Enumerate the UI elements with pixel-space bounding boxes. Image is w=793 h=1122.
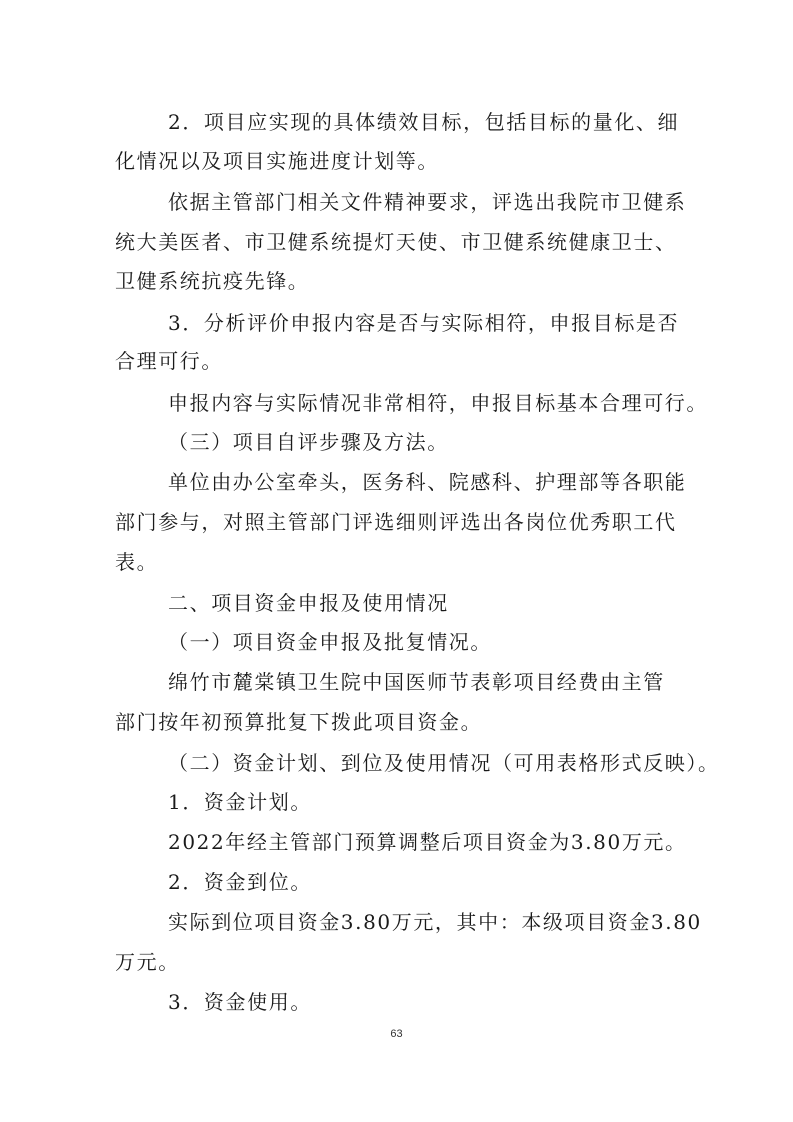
text-line: 3．分析评价申报内容是否与实际相符，申报目标是否 <box>168 311 680 335</box>
text-line: 绵竹市麓棠镇卫生院中国医师节表彰项目经费由主管 <box>168 670 665 694</box>
text-line: 表。 <box>115 550 159 574</box>
text-line: 统大美医者、市卫健系统提灯天使、市卫健系统健康卫士、 <box>115 230 677 254</box>
text-line: 2．项目应实现的具体绩效目标，包括目标的量化、细 <box>168 110 680 134</box>
text-line: 依据主管部门相关文件精神要求，评选出我院市卫健系 <box>168 190 687 214</box>
text-line: 2．资金到位。 <box>168 870 312 894</box>
text-line: 2022年经主管部门预算调整后项目资金为3.80万元。 <box>168 830 687 854</box>
text-line: 合理可行。 <box>115 349 223 373</box>
section-heading: 二、项目资金申报及使用情况 <box>168 591 449 615</box>
section-heading: （二）资金计划、到位及使用情况（可用表格形式反映）。 <box>168 751 720 775</box>
text-line: 单位由办公室牵头，医务科、院感科、护理部等各职能 <box>168 470 687 494</box>
text-line: 卫健系统抗疫先锋。 <box>115 269 310 293</box>
text-line: 万元。 <box>115 950 180 974</box>
text-line: 实际到位项目资金3.80万元，其中：本级项目资金3.80 <box>168 910 702 934</box>
text-line: 申报内容与实际情况非常相符，申报目标基本合理可行。 <box>168 391 708 415</box>
page-number: 63 <box>390 1028 403 1040</box>
text-line: 部门参与，对照主管部门评选细则评选出各岗位优秀职工代 <box>115 510 677 534</box>
section-heading: （三）项目自评步骤及方法。 <box>168 430 449 454</box>
text-line: 1．资金计划。 <box>168 790 312 814</box>
text-line: 部门按年初预算批复下拨此项目资金。 <box>115 710 483 734</box>
text-line: 化情况以及项目实施进度计划等。 <box>115 149 439 173</box>
section-heading: （一）项目资金申报及批复情况。 <box>168 630 492 654</box>
text-line: 3．资金使用。 <box>168 990 312 1014</box>
